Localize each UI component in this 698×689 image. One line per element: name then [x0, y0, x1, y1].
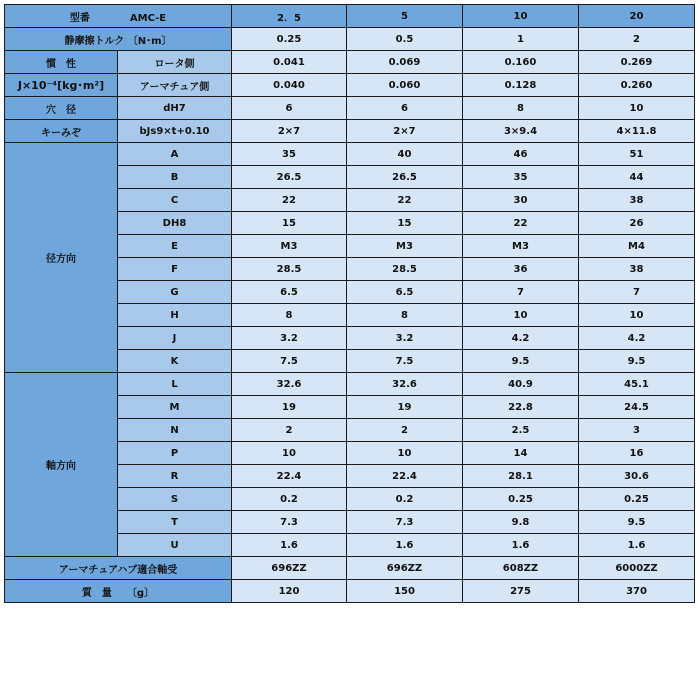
inertia-armature-row — [5, 74, 695, 97]
axial-value: 32.6 — [232, 373, 347, 396]
radial-value: 10 — [463, 304, 579, 327]
radial-value: 28.5 — [347, 258, 463, 281]
model-name: AMC-E — [129, 12, 167, 24]
radial-value: 36 — [463, 258, 579, 281]
inertia-armature-value: 0.128 — [463, 74, 579, 97]
inertia-armature-value: 0.260 — [579, 74, 695, 97]
radial-value: 46 — [463, 143, 579, 166]
radial-value: 7 — [579, 281, 695, 304]
radial-dim-label: A — [118, 143, 232, 166]
axial-value: 24.5 — [579, 396, 695, 419]
inertia-label-line2: J×10⁻⁴[kg･m²] — [5, 74, 118, 97]
radial-dim-label: F — [118, 258, 232, 281]
radial-dim-label: C — [118, 189, 232, 212]
axial-value: 1.6 — [463, 534, 579, 557]
radial-value: 51 — [579, 143, 695, 166]
radial-value: 44 — [579, 166, 695, 189]
mass-value: 120 — [232, 580, 347, 603]
size-header: 5 — [347, 5, 463, 28]
radial-value: 3.2 — [232, 327, 347, 350]
radial-value: 9.5 — [579, 350, 695, 373]
radial-value: 4.2 — [579, 327, 695, 350]
bearing-value: 696ZZ — [347, 557, 463, 580]
bore-value: 6 — [232, 97, 347, 120]
radial-dim-label: H — [118, 304, 232, 327]
inertia-rotor-value: 0.269 — [579, 51, 695, 74]
radial-value: 9.5 — [463, 350, 579, 373]
axial-value: 7.3 — [232, 511, 347, 534]
radial-value: 6.5 — [232, 281, 347, 304]
inertia-armature-value: 0.060 — [347, 74, 463, 97]
size-header: 2．5 — [232, 5, 347, 28]
mass-value: 150 — [347, 580, 463, 603]
radial-value: 7 — [463, 281, 579, 304]
keyway-value: 3×9.4 — [463, 120, 579, 143]
axial-value: 10 — [347, 442, 463, 465]
header-row — [5, 5, 695, 28]
axial-dim-label: M — [118, 396, 232, 419]
keyway-label: キーみぞ — [5, 120, 118, 143]
mass-value: 370 — [579, 580, 695, 603]
axial-value: 28.1 — [463, 465, 579, 488]
axial-value: 22.4 — [232, 465, 347, 488]
axial-dim-label: L — [118, 373, 232, 396]
axial-section — [5, 373, 695, 557]
keyway-row — [5, 120, 695, 143]
radial-dim-label: J — [118, 327, 232, 350]
axial-value: 30.6 — [579, 465, 695, 488]
axial-value: 1.6 — [232, 534, 347, 557]
radial-dim-label: K — [118, 350, 232, 373]
radial-value: 26.5 — [347, 166, 463, 189]
inertia-armature-label: アーマチュア側 — [118, 74, 232, 97]
radial-value: 15 — [232, 212, 347, 235]
axial-dim-label: P — [118, 442, 232, 465]
radial-value: 35 — [463, 166, 579, 189]
axial-value: 0.2 — [232, 488, 347, 511]
torque-label: 静摩擦トルク 〔N･m〕 — [5, 28, 232, 51]
axial-value: 10 — [232, 442, 347, 465]
model-label-cell — [5, 5, 232, 28]
bearing-label: アーマチュアハブ適合軸受 — [5, 557, 232, 580]
axial-value: 9.5 — [579, 511, 695, 534]
mass-row — [5, 580, 695, 603]
radial-value: M4 — [579, 235, 695, 258]
axial-value: 14 — [463, 442, 579, 465]
radial-value: 6.5 — [347, 281, 463, 304]
axial-value: 2.5 — [463, 419, 579, 442]
axial-value: 0.25 — [579, 488, 695, 511]
radial-value: 28.5 — [232, 258, 347, 281]
bearing-value: 608ZZ — [463, 557, 579, 580]
radial-value: 40 — [347, 143, 463, 166]
axial-value: 7.3 — [347, 511, 463, 534]
radial-value: 30 — [463, 189, 579, 212]
radial-value: 7.5 — [232, 350, 347, 373]
inertia-rotor-value: 0.069 — [347, 51, 463, 74]
axial-dim-label: S — [118, 488, 232, 511]
bore-label: 穴 径 — [5, 97, 118, 120]
keyway-value: 4×11.8 — [579, 120, 695, 143]
axial-value: 22.8 — [463, 396, 579, 419]
keyway-value: 2×7 — [232, 120, 347, 143]
axial-value: 9.8 — [463, 511, 579, 534]
bearing-value: 6000ZZ — [579, 557, 695, 580]
radial-value: 22 — [232, 189, 347, 212]
axial-value: 16 — [579, 442, 695, 465]
radial-value: 26 — [579, 212, 695, 235]
axial-value: 45.1 — [579, 373, 695, 396]
axial-value: 0.2 — [347, 488, 463, 511]
radial-dim-label: E — [118, 235, 232, 258]
radial-value: 26.5 — [232, 166, 347, 189]
radial-value: 8 — [232, 304, 347, 327]
inertia-label-line1: 慣 性 — [5, 51, 118, 74]
axial-row — [5, 373, 695, 396]
axial-dim-label: T — [118, 511, 232, 534]
bearing-value: 696ZZ — [232, 557, 347, 580]
torque-value: 0.5 — [347, 28, 463, 51]
bore-value: 6 — [347, 97, 463, 120]
radial-value: M3 — [463, 235, 579, 258]
radial-value: 38 — [579, 189, 695, 212]
keyway-sub-label: bJs9×t+0.10 — [118, 120, 232, 143]
radial-value: 22 — [463, 212, 579, 235]
axial-dim-label: U — [118, 534, 232, 557]
size-header: 10 — [463, 5, 579, 28]
size-header: 20 — [579, 5, 695, 28]
axial-value: 19 — [347, 396, 463, 419]
inertia-armature-value: 0.040 — [232, 74, 347, 97]
bore-row — [5, 97, 695, 120]
axial-dim-label: N — [118, 419, 232, 442]
axial-value: 1.6 — [347, 534, 463, 557]
radial-value: 38 — [579, 258, 695, 281]
radial-value: 35 — [232, 143, 347, 166]
keyway-value: 2×7 — [347, 120, 463, 143]
radial-label: 径方向 — [5, 143, 118, 373]
radial-value: 7.5 — [347, 350, 463, 373]
axial-value: 1.6 — [579, 534, 695, 557]
inertia-rotor-value: 0.041 — [232, 51, 347, 74]
radial-section — [5, 143, 695, 373]
radial-value: 22 — [347, 189, 463, 212]
model-label: 型番 — [69, 12, 90, 24]
radial-value: 3.2 — [347, 327, 463, 350]
axial-value: 19 — [232, 396, 347, 419]
axial-value: 22.4 — [347, 465, 463, 488]
radial-value: M3 — [347, 235, 463, 258]
torque-row — [5, 28, 695, 51]
inertia-rotor-value: 0.160 — [463, 51, 579, 74]
torque-value: 2 — [579, 28, 695, 51]
torque-value: 0.25 — [232, 28, 347, 51]
inertia-rotor-label: ロータ側 — [118, 51, 232, 74]
radial-dim-label: G — [118, 281, 232, 304]
mass-label: 質 量 〔g〕 — [5, 580, 232, 603]
axial-value: 3 — [579, 419, 695, 442]
axial-value: 40.9 — [463, 373, 579, 396]
radial-dim-label: B — [118, 166, 232, 189]
axial-dim-label: R — [118, 465, 232, 488]
axial-value: 2 — [347, 419, 463, 442]
radial-value: 15 — [347, 212, 463, 235]
mass-value: 275 — [463, 580, 579, 603]
radial-row — [5, 143, 695, 166]
spec-table — [4, 4, 695, 603]
torque-value: 1 — [463, 28, 579, 51]
axial-label: 軸方向 — [5, 373, 118, 557]
radial-value: 4.2 — [463, 327, 579, 350]
bore-value: 10 — [579, 97, 695, 120]
bore-sub-label: dH7 — [118, 97, 232, 120]
bearing-row — [5, 557, 695, 580]
radial-value: M3 — [232, 235, 347, 258]
axial-value: 2 — [232, 419, 347, 442]
radial-dim-label: DH8 — [118, 212, 232, 235]
inertia-rotor-row — [5, 51, 695, 74]
radial-value: 10 — [579, 304, 695, 327]
axial-value: 32.6 — [347, 373, 463, 396]
bore-value: 8 — [463, 97, 579, 120]
axial-value: 0.25 — [463, 488, 579, 511]
radial-value: 8 — [347, 304, 463, 327]
